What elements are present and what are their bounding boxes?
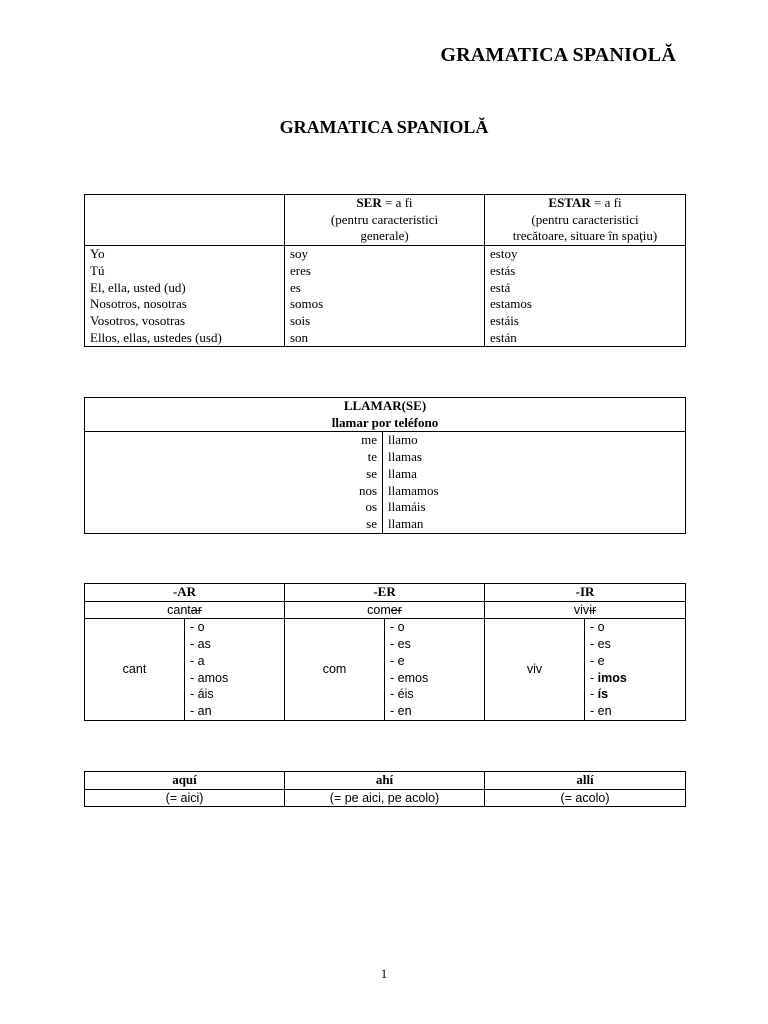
llamar-table [84,397,686,534]
ir-header: -IR [485,584,686,602]
ar-infinitive-ending: ar [190,602,202,617]
er-infinitive-stem: com [367,602,391,617]
ser-header-cell [285,195,485,246]
ser-heading: SER [356,195,382,210]
ending-bold [590,686,680,703]
estar-header-cell [485,195,686,246]
page-header: GRAMATICA SPANIOLĂ [440,44,676,66]
ser-estar-table [84,194,686,347]
ar-infinitive-stem: cant [167,602,191,617]
estar-form: estoy [490,246,518,262]
llamar-form: llamo [388,432,418,448]
ending: - an [190,703,212,718]
er-endings [385,619,485,720]
llamar-form: llamas [388,449,422,465]
estar-form: estáis [490,312,519,328]
pronoun: Vosotros, vosotras [90,312,186,328]
ser-form: es [290,279,301,295]
ending: - amos [190,670,229,685]
reflexive-pronoun: os [365,499,377,515]
ar-infinitive [85,601,285,619]
ending-dash: - [590,687,598,702]
ending: - a [190,653,205,668]
ser-form: soy [290,246,309,262]
ser-column [285,246,485,347]
conjugation-table [84,583,686,721]
ending: - e [590,653,605,668]
ending: - as [190,637,211,652]
estar-form: estás [490,262,516,278]
ending: - es [390,637,411,652]
ending-dash: - [590,670,598,685]
ending: - áis [190,687,214,702]
er-header: -ER [285,584,485,602]
ser-form: eres [290,262,311,278]
page-number: 1 [380,966,388,981]
ar-header: -AR [85,584,285,602]
estar-meaning: = a fi [590,195,622,210]
reflexive-pronoun: se [366,465,377,481]
pronoun: Ellos, ellas, ustedes (usd) [90,329,222,345]
ser-form: son [290,329,309,345]
ending: - éis [390,687,414,702]
ir-endings [585,619,686,720]
estar-heading: ESTAR [548,195,591,210]
adverbs-table [84,771,686,807]
ending-bold [590,670,680,687]
llamar-form: llamáis [388,499,426,515]
ir-infinitive [485,601,686,619]
ir-infinitive-ending: ir [589,602,597,617]
ser-note-line2: generale) [360,228,409,244]
meaning-ahi: (= pe aici, pe acolo) [285,789,485,807]
llamar-form-column [383,432,686,533]
estar-note-line1: (pentru caracteristici [531,211,639,227]
adverb-ahi: ahí [285,772,485,790]
estar-form: están [490,329,517,345]
ending: - es [590,637,611,652]
ending: - o [590,620,605,635]
ir-infinitive-stem: viv [573,602,590,617]
reflexive-pronoun: te [367,449,377,465]
llamar-form: llamamos [388,482,439,498]
ser-meaning: = a fi [381,195,413,210]
reflexive-pronoun: nos [358,482,377,498]
adverb-alli: allí [485,772,686,790]
ir-stem: viv [485,619,585,720]
llamar-form: llaman [388,515,424,531]
empty-header-cell [85,195,285,246]
ending: - emos [390,670,429,685]
estar-form: estamos [490,296,532,312]
document-title: GRAMATICA SPANIOLĂ [279,117,489,137]
meaning-alli: (= acolo) [485,789,686,807]
llamar-title: LLAMAR(SE) [343,398,427,413]
ar-stem: cant [85,619,185,720]
ending: - en [590,703,612,718]
llamar-form: llama [388,465,417,481]
er-infinitive-ending: er [390,602,402,617]
ser-form: somos [290,296,324,312]
pronoun-column [85,246,285,347]
ending-is: ís [597,687,609,702]
ser-form: sois [290,312,311,328]
ending: - en [390,703,412,718]
pronoun: Nosotros, nosotras [90,296,187,312]
estar-form: está [490,279,511,295]
pronoun: El, ella, usted (ud) [90,279,186,295]
ending-imos: imos [597,670,627,685]
pronoun: Yo [90,246,105,262]
ending: - o [190,620,205,635]
adverb-aqui: aquí [85,772,285,790]
reflexive-pronoun-column [85,432,383,533]
ser-note-line1: (pentru caracteristici [330,211,439,227]
llamar-header-cell [85,398,686,432]
llamar-subtitle: llamar por teléfono [331,414,439,430]
er-infinitive [285,601,485,619]
er-stem: com [285,619,385,720]
ending: - o [390,620,405,635]
ar-endings [185,619,285,720]
estar-note-line2: trecătoare, situare în spaţiu) [512,228,658,244]
reflexive-pronoun: me [361,432,377,448]
meaning-aqui: (= aici) [85,789,285,807]
pronoun: Tú [90,262,105,278]
reflexive-pronoun: se [366,515,377,531]
ending: - e [390,653,405,668]
estar-column [485,246,686,347]
